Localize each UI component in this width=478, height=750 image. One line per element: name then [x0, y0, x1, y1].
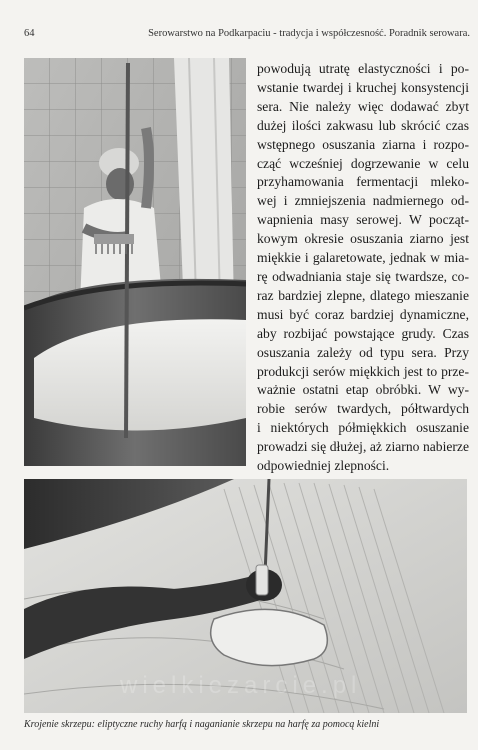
body-text-line: aby rozbijać powstające grudy. Czas: [257, 325, 469, 341]
body-text-line: raz bardziej zlepne, dlatego mieszanie: [257, 287, 469, 303]
body-text-line: robie serów twardych, półtwardych: [257, 401, 469, 417]
page-header: [24, 28, 470, 42]
body-text-line: cząć wcześniej dogrzewanie w celu: [257, 155, 469, 171]
photo-cheesemaker-stirring-vat: [24, 58, 246, 466]
body-text-line: produkcji serów miękkich jest to prze-: [257, 363, 469, 379]
watermark-text: wielkiezarcie.pl: [120, 672, 362, 699]
photo-caption: Krojenie skrzepu: eliptyczne ruchy harfą i naganianie skrzepu na harfę za pomocą kielni: [24, 719, 380, 730]
body-text-line: odpowiedniej zlepności.: [257, 458, 390, 474]
body-text-line: musi być coraz bardziej dynamiczne,: [257, 306, 469, 322]
body-text-line: i niektórych półmiękkich osuszanie: [257, 420, 469, 436]
body-text-line: ważnie ostatni etap obróbki. W wy-: [257, 382, 469, 398]
body-text: [257, 60, 469, 476]
running-title: Serowarstwo na Podkarpaciu - tradycja i współczesność. Poradnik serowara.: [148, 28, 470, 39]
photo-curd-cutting-trowel-image: [24, 479, 467, 713]
body-text-line: wapnienia masy serowej. W począt-: [257, 212, 469, 228]
body-text-line: powodują utratę elastyczności i po-: [257, 61, 469, 76]
body-text-line: sera. Nie należy więc dodawać zbyt: [257, 98, 469, 114]
photo-curd-cutting-trowel: [24, 479, 467, 713]
body-text-line: kowym okresie osuszania ziarno jest: [257, 231, 469, 247]
body-text-line: dużej ilości zakwasu lub skrócić czas: [257, 117, 469, 133]
body-text-line: osuszania zależy od typu sera. Przy: [257, 344, 469, 360]
body-text-line: wej i zmniejszenia nadmiernego od-: [257, 193, 469, 209]
page-number: 64: [24, 28, 35, 39]
body-text-line: prowadzi się dłużej, aż ziarno nabierze: [257, 439, 469, 455]
photo-cheesemaker-stirring-vat-image: [24, 58, 246, 466]
body-text-line: wstępnego osuszania ziarna i rozpo-: [257, 136, 469, 152]
body-text-line: przyhamowania fermentacji mleko-: [257, 174, 469, 190]
body-text-line: wstanie twardej i kruchej konsystencji: [257, 79, 469, 95]
body-text-line: miękkie i galaretowate, jednak w mia-: [257, 250, 469, 266]
body-text-line: rę odwadniania staje się twardsze, co-: [257, 268, 469, 284]
